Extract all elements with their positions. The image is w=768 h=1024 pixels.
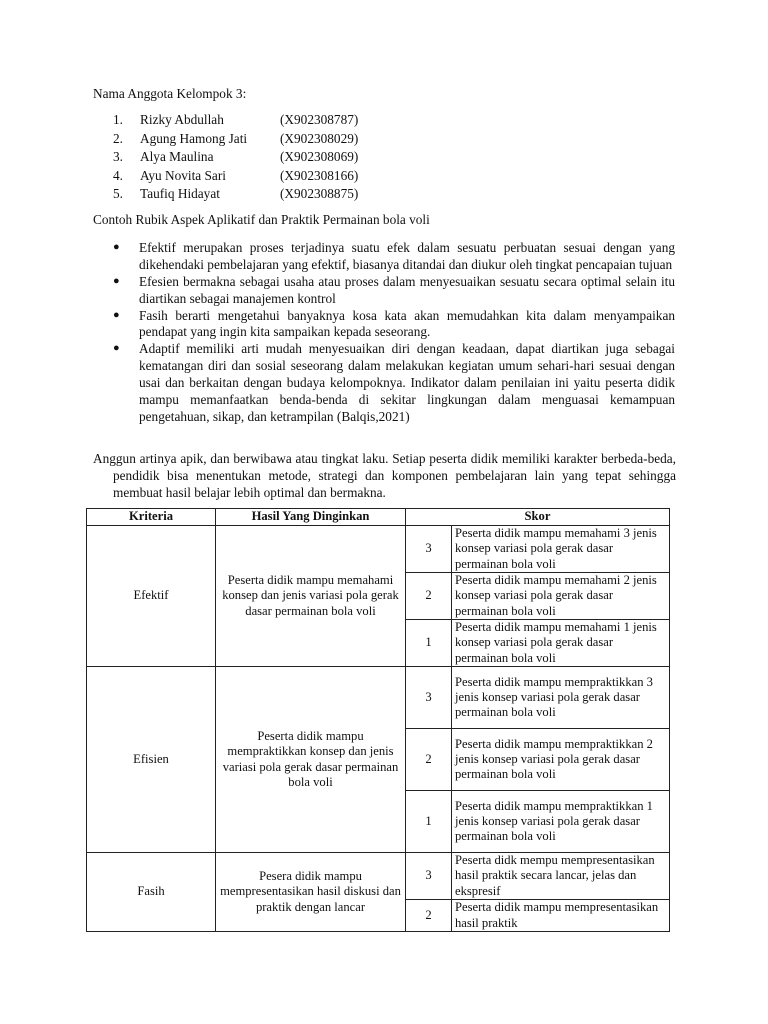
member-number: 3. — [113, 149, 123, 164]
bullet-icon: ● — [113, 241, 120, 253]
score-desc-cell: Peserta didik mampu mempraktikkan 2 jenis konsep variasi pola gerak dasar permainan bola voli — [452, 729, 670, 791]
definition-text: Efektif merupakan proses terjadinya suatu efek dalam sesuatu perbuatan sesuai dengan yang dikehendaki pembelajaran yang efektif, biasanya ditandai dan diukur oleh tingkat pencapaian tujuan — [139, 240, 675, 272]
score-desc-cell: Peserta didik mampu mempraktikkan 1 jenis konsep variasi pola gerak dasar permainan bola voli — [452, 791, 670, 853]
member-number: 5. — [113, 186, 123, 201]
member-id: (X902308166) — [280, 167, 359, 183]
kriteria-cell: Efektif — [87, 526, 216, 667]
kriteria-cell: Efisien — [87, 667, 216, 853]
rubric-table — [86, 508, 670, 932]
definition-item — [113, 341, 675, 425]
score-desc-cell: Peserta didik mampu memahami 2 jenis konsep variasi pola gerak dasar permainan bola voli — [452, 573, 670, 620]
hasil-cell: Pesera didik mampu mempresentasikan hasil diskusi dan praktik dengan lancar — [216, 853, 406, 932]
member-number: 4. — [113, 167, 123, 183]
member-item — [113, 131, 358, 150]
rubric-intro: Contoh Rubik Aspek Aplikatif dan Praktik Permainan bola voli — [93, 212, 430, 227]
score-cell: 2 — [406, 729, 452, 791]
member-name: Taufiq Hidayat — [140, 186, 220, 201]
score-cell: 1 — [406, 620, 452, 667]
score-cell: 3 — [406, 667, 452, 729]
score-desc-cell: Peserta didik mampu mempraktikkan 3 jenis konsep variasi pola gerak dasar permainan bola voli — [452, 667, 670, 729]
member-name: Alya Maulina — [140, 149, 214, 164]
anggun-paragraph: Anggun artinya apik, dan berwibawa atau tingkat laku. Setiap peserta didik memiliki karakter berbeda-beda, pendidik bisa menentukan metode, strategi dan komponen pembelajaran lain yang tepat sehingga membuat hasil belajar lebih optimal dan bermakna. — [93, 451, 676, 500]
member-item — [113, 112, 358, 131]
definition-item — [113, 240, 675, 274]
score-cell: 2 — [406, 573, 452, 620]
score-cell: 3 — [406, 526, 452, 573]
bullet-icon: ● — [113, 274, 120, 287]
score-cell: 2 — [406, 900, 452, 932]
member-name: Agung Hamong Jati — [140, 130, 248, 146]
score-desc-cell: Peserta didik mampu memahami 3 jenis konsep variasi pola gerak dasar permainan bola voli — [452, 526, 670, 573]
score-cell: 1 — [406, 791, 452, 853]
member-item — [113, 168, 358, 187]
members-list — [113, 112, 358, 205]
score-desc-cell: Peserta didik mampu mempresentasikan hasil praktik — [452, 900, 670, 932]
score-desc-cell: Peserta didik mampu memahami 1 jenis konsep variasi pola gerak dasar permainan bola voli — [452, 620, 670, 667]
member-name: Rizky Abdullah — [140, 112, 224, 127]
table-row — [87, 853, 670, 900]
hasil-cell: Peserta didik mampu memahami konsep dan jenis variasi pola gerak dasar permainan bola voli — [216, 526, 406, 667]
member-id: (X902308029) — [280, 130, 359, 146]
score-desc-cell: Peserta didk mempu mempresentasikan hasil praktik secara lancar, jelas dan ekspresif — [452, 853, 670, 900]
member-id: (X902308787) — [280, 112, 359, 127]
members-heading: Nama Anggota Kelompok 3: — [93, 86, 247, 101]
header-skor: Skor — [406, 509, 670, 526]
hasil-cell: Peserta didik mampu mempraktikkan konsep dan jenis variasi pola gerak dasar permainan bola voli — [216, 667, 406, 853]
member-number: 1. — [113, 112, 123, 127]
definition-item — [113, 308, 675, 342]
member-id: (X902308069) — [280, 149, 359, 164]
score-cell: 3 — [406, 853, 452, 900]
bullet-icon: ● — [113, 342, 120, 355]
definition-text: Fasih berarti mengetahui banyaknya kosa kata akan memudahkan kita dalam menyampaikan pendapat yang ingin kita sampaikan kepada seseorang. — [139, 307, 675, 340]
header-kriteria: Kriteria — [87, 509, 216, 526]
definition-text: Efesien bermakna sebagai usaha atau proses dalam menyesuaikan sesuatu secara optimal selain itu diartikan sebagai manajemen kontrol — [139, 273, 675, 306]
member-item — [113, 186, 358, 205]
table-row — [87, 667, 670, 729]
member-id: (X902308875) — [280, 186, 359, 201]
table-row — [87, 526, 670, 573]
member-item — [113, 149, 358, 168]
kriteria-cell: Fasih — [87, 853, 216, 932]
header-hasil: Hasil Yang Dinginkan — [216, 509, 406, 526]
definition-list — [113, 240, 675, 426]
table-header-row — [87, 509, 670, 526]
member-name: Ayu Novita Sari — [140, 167, 226, 183]
definition-item — [113, 274, 675, 308]
member-number: 2. — [113, 130, 123, 146]
bullet-icon: ● — [113, 308, 120, 321]
definition-text: Adaptif memiliki arti mudah menyesuaikan diri dengan keadaan, dapat diartikan juga sebagai kematangan diri dan sosial seseorang dalam melakukan kegiatan umum sehari-hari sesuai dengan usai dan berkaitan dengan budaya kelompoknya. Indikator dalam penilaian ini yaitu peserta didik mampu memanfaatkan benda-benda di sekitar lingkungan dalam menguasai kemampuan pengetahuan, sikap, dan ketrampilan (Balqis,2021) — [139, 341, 675, 424]
